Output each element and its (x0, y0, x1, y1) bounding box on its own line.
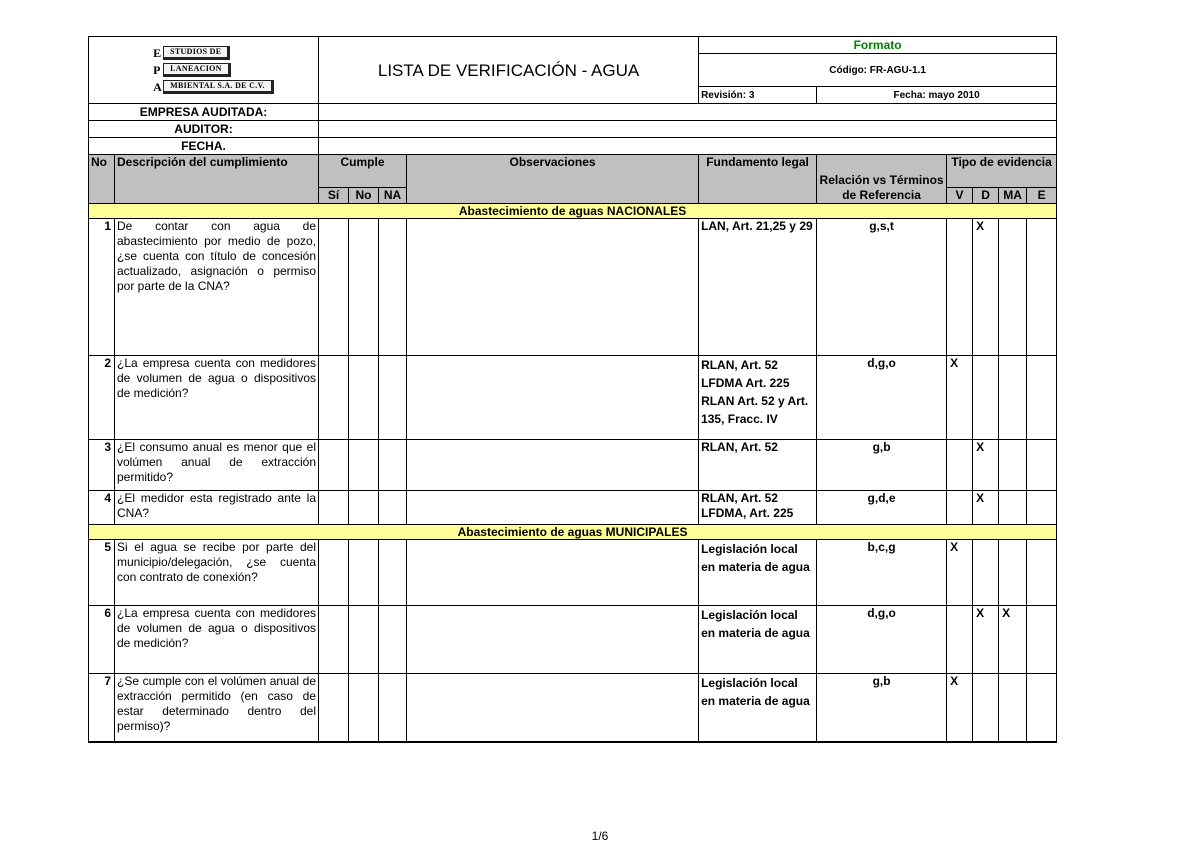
row-fundamento: Legislación local en materia de agua (699, 674, 817, 742)
document-title: LISTA DE VERIFICACIÓN - AGUA (319, 37, 699, 104)
evidence-d[interactable] (973, 356, 999, 440)
row-relacion: g,b (817, 674, 947, 742)
col-header-d: D (973, 188, 999, 204)
row-relacion: g,d,e (817, 491, 947, 525)
cumple-na-cell[interactable] (379, 674, 407, 742)
row-description: ¿La empresa cuenta con medidores de volumen de agua o dispositivos de medición? (115, 356, 319, 440)
col-header-fundamento: Fundamento legal (699, 155, 817, 204)
cumple-no-cell[interactable] (349, 356, 379, 440)
observaciones-cell[interactable] (407, 674, 699, 742)
evidence-e[interactable] (1027, 440, 1057, 491)
evidence-d[interactable]: X (973, 606, 999, 674)
table-row (89, 540, 1057, 606)
revision-label: Revisión: 3 (699, 87, 817, 104)
row-relacion: g,s,t (817, 219, 947, 356)
row-number: 6 (89, 606, 115, 674)
row-fundamento: Legislación local en materia de agua (699, 606, 817, 674)
cumple-no-cell[interactable] (349, 540, 379, 606)
row-description: ¿La empresa cuenta con medidores de volumen de agua o dispositivos de medición? (115, 606, 319, 674)
evidence-ma[interactable] (999, 540, 1027, 606)
date-label: Fecha: mayo 2010 (817, 87, 1057, 104)
table-row (89, 219, 1057, 356)
cumple-si-cell[interactable] (319, 219, 349, 356)
table-row (89, 606, 1057, 674)
row-number: 1 (89, 219, 115, 356)
document-code: Código: FR-AGU-1.1 (699, 54, 1057, 87)
evidence-v[interactable] (947, 440, 973, 491)
evidence-d[interactable]: X (973, 219, 999, 356)
cumple-si-cell[interactable] (319, 491, 349, 525)
col-header-si: Sí (319, 188, 349, 204)
row-number: 3 (89, 440, 115, 491)
row-description: Si el agua se recibe por parte del municipio/delegación, ¿se cuenta con contrato de conexión? (115, 540, 319, 606)
page-number: 1/6 (591, 829, 609, 843)
cumple-no-cell[interactable] (349, 606, 379, 674)
col-header-observaciones: Observaciones (407, 155, 699, 204)
col-header-tipo: Tipo de evidencia (947, 155, 1057, 188)
evidence-d[interactable] (973, 674, 999, 742)
observaciones-cell[interactable] (407, 491, 699, 525)
table-row (89, 356, 1057, 440)
evidence-ma[interactable]: X (999, 606, 1027, 674)
evidence-ma[interactable] (999, 674, 1027, 742)
evidence-v[interactable]: X (947, 674, 973, 742)
col-header-v: V (947, 188, 973, 204)
col-header-e: E (1027, 188, 1057, 204)
date-field[interactable] (319, 138, 1057, 155)
evidence-v[interactable] (947, 219, 973, 356)
cumple-si-cell[interactable] (319, 440, 349, 491)
evidence-e[interactable] (1027, 606, 1057, 674)
evidence-v[interactable]: X (947, 540, 973, 606)
section-title-nacionales: Abastecimiento de aguas NACIONALES (89, 204, 1057, 219)
checklist-sheet (88, 36, 1056, 743)
cumple-si-cell[interactable] (319, 540, 349, 606)
evidence-e[interactable] (1027, 219, 1057, 356)
col-header-ma: MA (999, 188, 1027, 204)
observaciones-cell[interactable] (407, 440, 699, 491)
row-fundamento: LAN, Art. 21,25 y 29 (699, 219, 817, 356)
cumple-na-cell[interactable] (379, 540, 407, 606)
row-number: 5 (89, 540, 115, 606)
row-fundamento: Legislación local en materia de agua (699, 540, 817, 606)
evidence-e[interactable] (1027, 674, 1057, 742)
date-field-label: FECHA. (89, 138, 319, 155)
auditor-field[interactable] (319, 121, 1057, 138)
row-relacion: g,b (817, 440, 947, 491)
row-description: ¿Se cumple con el volúmen anual de extracción permitido (en caso de estar determinado dentro del permiso)? (115, 674, 319, 742)
evidence-e[interactable] (1027, 356, 1057, 440)
evidence-v[interactable] (947, 491, 973, 525)
table-row (89, 440, 1057, 491)
col-header-no-option: No (349, 188, 379, 204)
col-header-no: No (89, 155, 115, 204)
cumple-na-cell[interactable] (379, 606, 407, 674)
observaciones-cell[interactable] (407, 606, 699, 674)
audited-company-field[interactable] (319, 104, 1057, 121)
cumple-no-cell[interactable] (349, 491, 379, 525)
cumple-si-cell[interactable] (319, 674, 349, 742)
row-fundamento: RLAN, Art. 52 LFDMA Art. 225 RLAN Art. 52 y Art. 135, Fracc. IV (699, 356, 817, 440)
observaciones-cell[interactable] (407, 356, 699, 440)
cumple-na-cell[interactable] (379, 356, 407, 440)
cumple-no-cell[interactable] (349, 674, 379, 742)
row-fundamento: RLAN, Art. 52 LFDMA, Art. 225 (699, 491, 817, 525)
row-number: 2 (89, 356, 115, 440)
cumple-no-cell[interactable] (349, 219, 379, 356)
col-header-na: NA (379, 188, 407, 204)
row-relacion: d,g,o (817, 606, 947, 674)
cumple-si-cell[interactable] (319, 356, 349, 440)
evidence-ma[interactable] (999, 356, 1027, 440)
evidence-ma[interactable] (999, 440, 1027, 491)
table-row (89, 491, 1057, 525)
cumple-na-cell[interactable] (379, 219, 407, 356)
row-description: ¿El medidor esta registrado ante la CNA? (115, 491, 319, 525)
row-number: 4 (89, 491, 115, 525)
row-fundamento: RLAN, Art. 52 (699, 440, 817, 491)
cumple-no-cell[interactable] (349, 440, 379, 491)
checklist-table (88, 36, 1057, 743)
row-relacion: b,c,g (817, 540, 947, 606)
evidence-ma[interactable] (999, 219, 1027, 356)
observaciones-cell[interactable] (407, 219, 699, 356)
cumple-si-cell[interactable] (319, 606, 349, 674)
auditor-label: AUDITOR: (89, 121, 319, 138)
row-relacion: d,g,o (817, 356, 947, 440)
row-description: De contar con agua de abastecimiento por medio de pozo, ¿se cuenta con título de concesión actualizado, asignación o permiso por parte de la CNA? (115, 219, 319, 356)
evidence-v[interactable]: X (947, 356, 973, 440)
col-header-description: Descripción del cumplimiento (115, 155, 319, 204)
evidence-e[interactable] (1027, 491, 1057, 525)
cumple-na-cell[interactable] (379, 491, 407, 525)
evidence-d[interactable]: X (973, 440, 999, 491)
row-number: 7 (89, 674, 115, 742)
col-header-cumple: Cumple (319, 155, 407, 188)
cumple-na-cell[interactable] (379, 440, 407, 491)
row-description: ¿El consumo anual es menor que el volúmen anual de extracción permitido? (115, 440, 319, 491)
section-title-municipales: Abastecimiento de aguas MUNICIPALES (89, 525, 1057, 540)
evidence-v[interactable] (947, 606, 973, 674)
observaciones-cell[interactable] (407, 540, 699, 606)
evidence-d[interactable] (973, 540, 999, 606)
company-logo: E STUDIOS DE P LANEACION A MBIENTAL S.A. DE C.V. (89, 37, 319, 104)
evidence-e[interactable] (1027, 540, 1057, 606)
audited-company-label: EMPRESA AUDITADA: (89, 104, 319, 121)
evidence-ma[interactable] (999, 491, 1027, 525)
evidence-d[interactable]: X (973, 491, 999, 525)
format-label: Formato (699, 37, 1057, 54)
col-header-relacion: Relación vs Términos de Referencia (817, 155, 947, 204)
table-row (89, 674, 1057, 742)
